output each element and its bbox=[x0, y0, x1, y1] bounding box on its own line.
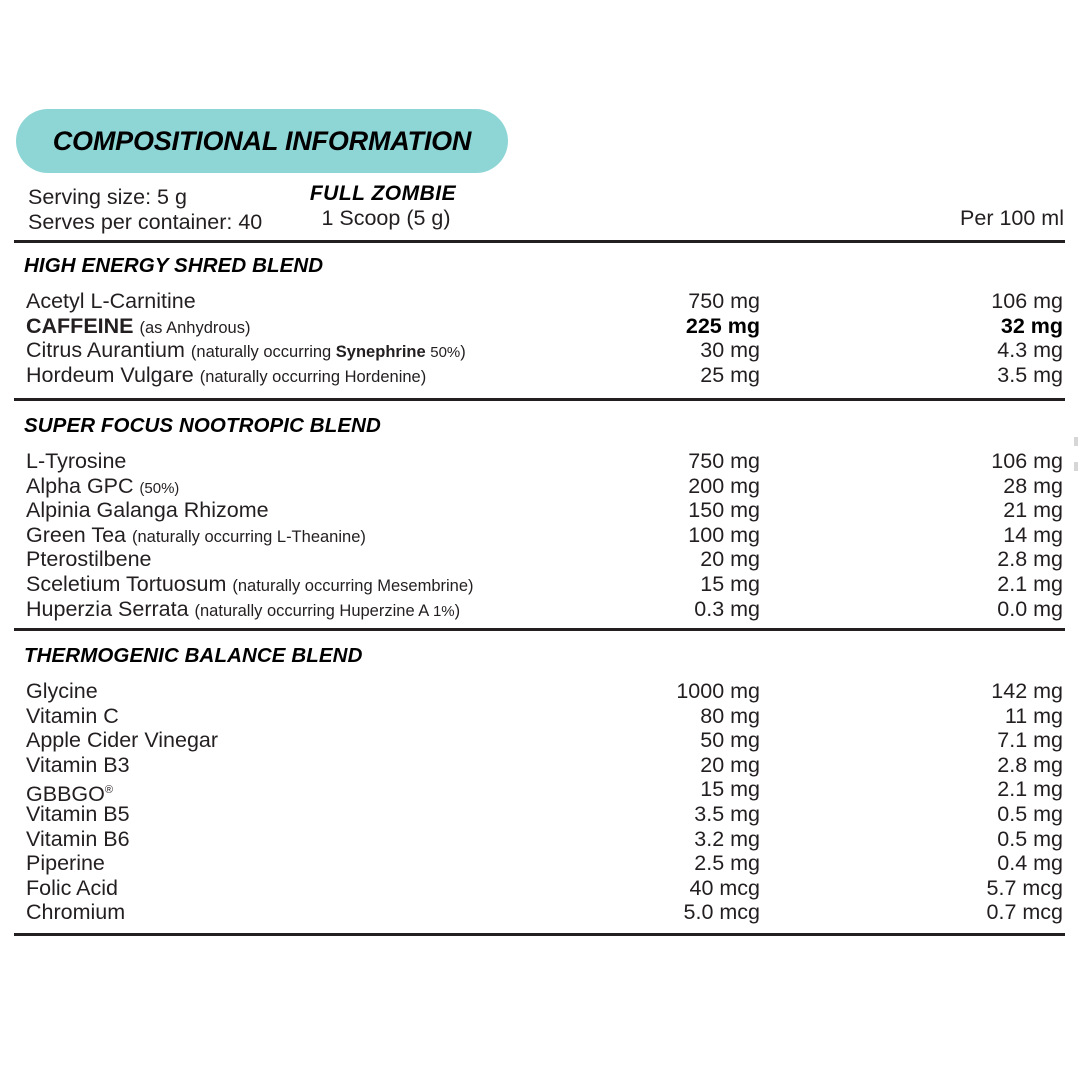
value-per-scoop: 150 mg bbox=[688, 498, 760, 523]
value-per-scoop: 30 mg bbox=[700, 338, 760, 363]
ingredient-name: CAFFEINE (as Anhydrous) bbox=[26, 313, 251, 338]
ingredient-row bbox=[0, 474, 1080, 499]
value-per-scoop: 15 mg bbox=[700, 571, 760, 596]
ingredient-row bbox=[0, 498, 1080, 523]
ingredient-row bbox=[0, 449, 1080, 474]
ingredient-name: Sceletium Tortuosum (naturally occurring Mesembrine) bbox=[26, 571, 474, 596]
value-per-scoop: 5.0 mcg bbox=[683, 900, 760, 925]
section-title: HIGH ENERGY SHRED BLEND bbox=[24, 254, 324, 277]
ingredient-row bbox=[0, 851, 1080, 876]
ingredient-name: Chromium bbox=[26, 900, 126, 925]
ingredient-row bbox=[0, 597, 1080, 622]
ingredient-row bbox=[0, 572, 1080, 597]
value-per-scoop: 20 mg bbox=[700, 752, 760, 777]
ingredient-name: Piperine bbox=[26, 851, 105, 876]
section-thermogenic-balance-blend bbox=[0, 644, 1080, 925]
value-per-100ml: 5.7 mcg bbox=[986, 875, 1063, 900]
value-per-100ml: 2.8 mg bbox=[997, 752, 1063, 777]
serves-per-container-text: Serves per container: 40 bbox=[28, 210, 263, 234]
ingredient-name: Pterostilbene bbox=[26, 547, 152, 572]
ingredient-row bbox=[0, 523, 1080, 548]
divider-section-1-2 bbox=[14, 398, 1065, 401]
value-per-scoop: 40 mcg bbox=[689, 875, 760, 900]
ingredient-row bbox=[0, 827, 1080, 852]
ingredient-name: L-Tyrosine bbox=[26, 449, 127, 473]
section-title: THERMOGENIC BALANCE BLEND bbox=[24, 644, 363, 667]
value-per-100ml: 0.0 mg bbox=[997, 596, 1063, 621]
value-per-scoop: 80 mg bbox=[700, 703, 760, 728]
divider-bottom bbox=[14, 933, 1065, 936]
value-per-scoop: 3.2 mg bbox=[694, 826, 760, 851]
value-per-scoop: 200 mg bbox=[688, 473, 760, 498]
ingredient-name: Vitamin B5 bbox=[26, 801, 130, 826]
serving-size-text: Serving size: 5 g bbox=[28, 185, 187, 209]
value-per-scoop: 225 mg bbox=[685, 313, 760, 338]
value-per-100ml: 0.4 mg bbox=[997, 851, 1063, 876]
compositional-information-badge bbox=[16, 109, 508, 173]
ingredient-row bbox=[0, 753, 1080, 778]
value-per-100ml: 32 mg bbox=[1000, 313, 1063, 338]
section-rows bbox=[0, 679, 1080, 925]
ingredient-row bbox=[0, 728, 1080, 753]
divider-section-2-3 bbox=[14, 628, 1065, 631]
value-per-scoop: 1000 mg bbox=[676, 679, 760, 703]
ingredient-name: Hordeum Vulgare (naturally occurring Hordenine) bbox=[26, 362, 427, 387]
value-per-scoop: 750 mg bbox=[688, 289, 760, 313]
value-per-100ml: 7.1 mg bbox=[997, 728, 1063, 753]
ingredient-name: Glycine bbox=[26, 679, 98, 703]
ingredient-name: Vitamin C bbox=[26, 703, 119, 728]
panel-title: COMPOSITIONAL INFORMATION bbox=[52, 125, 472, 156]
ingredient-name: Apple Cider Vinegar bbox=[26, 728, 219, 753]
value-per-scoop: 750 mg bbox=[688, 449, 760, 473]
column-header-per-100ml: Per 100 ml bbox=[960, 206, 1064, 230]
value-per-100ml: 106 mg bbox=[991, 289, 1063, 313]
value-per-100ml: 0.7 mcg bbox=[986, 900, 1063, 925]
value-per-100ml: 0.5 mg bbox=[997, 826, 1063, 851]
divider-top bbox=[14, 240, 1065, 243]
ingredient-row bbox=[0, 289, 1080, 314]
value-per-100ml: 2.1 mg bbox=[997, 571, 1063, 596]
ingredient-row bbox=[0, 363, 1080, 388]
section-rows bbox=[0, 449, 1080, 621]
value-per-100ml: 11 mg bbox=[1004, 703, 1063, 728]
ingredient-row bbox=[0, 338, 1080, 363]
column-header-per-scoop: 1 Scoop (5 g) bbox=[321, 206, 451, 230]
ingredient-row bbox=[0, 314, 1080, 339]
value-per-scoop: 15 mg bbox=[700, 777, 760, 802]
ingredient-name: Vitamin B6 bbox=[26, 826, 130, 851]
ingredient-name: Acetyl L-Carnitine bbox=[26, 289, 196, 313]
value-per-100ml: 2.1 mg bbox=[997, 777, 1063, 802]
ingredient-name: Huperzia Serrata (naturally occurring Huperzine A 1%) bbox=[26, 596, 461, 621]
ingredient-row bbox=[0, 802, 1080, 827]
value-per-scoop: 20 mg bbox=[700, 547, 760, 572]
value-per-scoop: 0.3 mg bbox=[694, 596, 760, 621]
value-per-100ml: 3.5 mg bbox=[997, 362, 1063, 387]
ingredient-name: Alpha GPC (50%) bbox=[26, 473, 180, 498]
ingredient-row bbox=[0, 900, 1080, 925]
ingredient-name: Folic Acid bbox=[26, 875, 119, 900]
ingredient-name: Vitamin B3 bbox=[26, 752, 130, 777]
ingredient-row bbox=[0, 876, 1080, 901]
value-per-100ml: 142 mg bbox=[991, 679, 1063, 703]
ingredient-row bbox=[0, 679, 1080, 704]
value-per-scoop: 50 mg bbox=[700, 728, 760, 753]
ingredient-row bbox=[0, 777, 1080, 806]
value-per-100ml: 106 mg bbox=[991, 449, 1063, 473]
ingredient-row bbox=[0, 547, 1080, 572]
ingredient-name: Citrus Aurantium (naturally occurring Synephrine 50%) bbox=[26, 338, 466, 363]
section-rows bbox=[0, 289, 1080, 387]
ingredient-name: Green Tea (naturally occurring L-Theanine) bbox=[26, 522, 366, 547]
section-super-focus-nootropic-blend bbox=[0, 414, 1080, 621]
section-title: SUPER FOCUS NOOTROPIC BLEND bbox=[24, 414, 381, 437]
value-per-100ml: 21 mg bbox=[1003, 498, 1063, 523]
value-per-100ml: 2.8 mg bbox=[997, 547, 1063, 572]
brand-name-label: FULL ZOMBIE bbox=[309, 182, 457, 205]
value-per-scoop: 3.5 mg bbox=[694, 801, 760, 826]
value-per-100ml: 14 mg bbox=[1003, 522, 1063, 547]
value-per-scoop: 25 mg bbox=[700, 362, 760, 387]
value-per-scoop: 100 mg bbox=[688, 522, 760, 547]
value-per-100ml: 28 mg bbox=[1003, 473, 1063, 498]
section-high-energy-shred-blend bbox=[0, 254, 1080, 387]
value-per-100ml: 0.5 mg bbox=[997, 801, 1063, 826]
ingredient-row bbox=[0, 704, 1080, 729]
value-per-scoop: 2.5 mg bbox=[694, 851, 760, 876]
ingredient-name: Alpinia Galanga Rhizome bbox=[26, 498, 269, 523]
value-per-100ml: 4.3 mg bbox=[997, 338, 1063, 363]
ingredient-name: GBBGO® bbox=[26, 781, 113, 806]
